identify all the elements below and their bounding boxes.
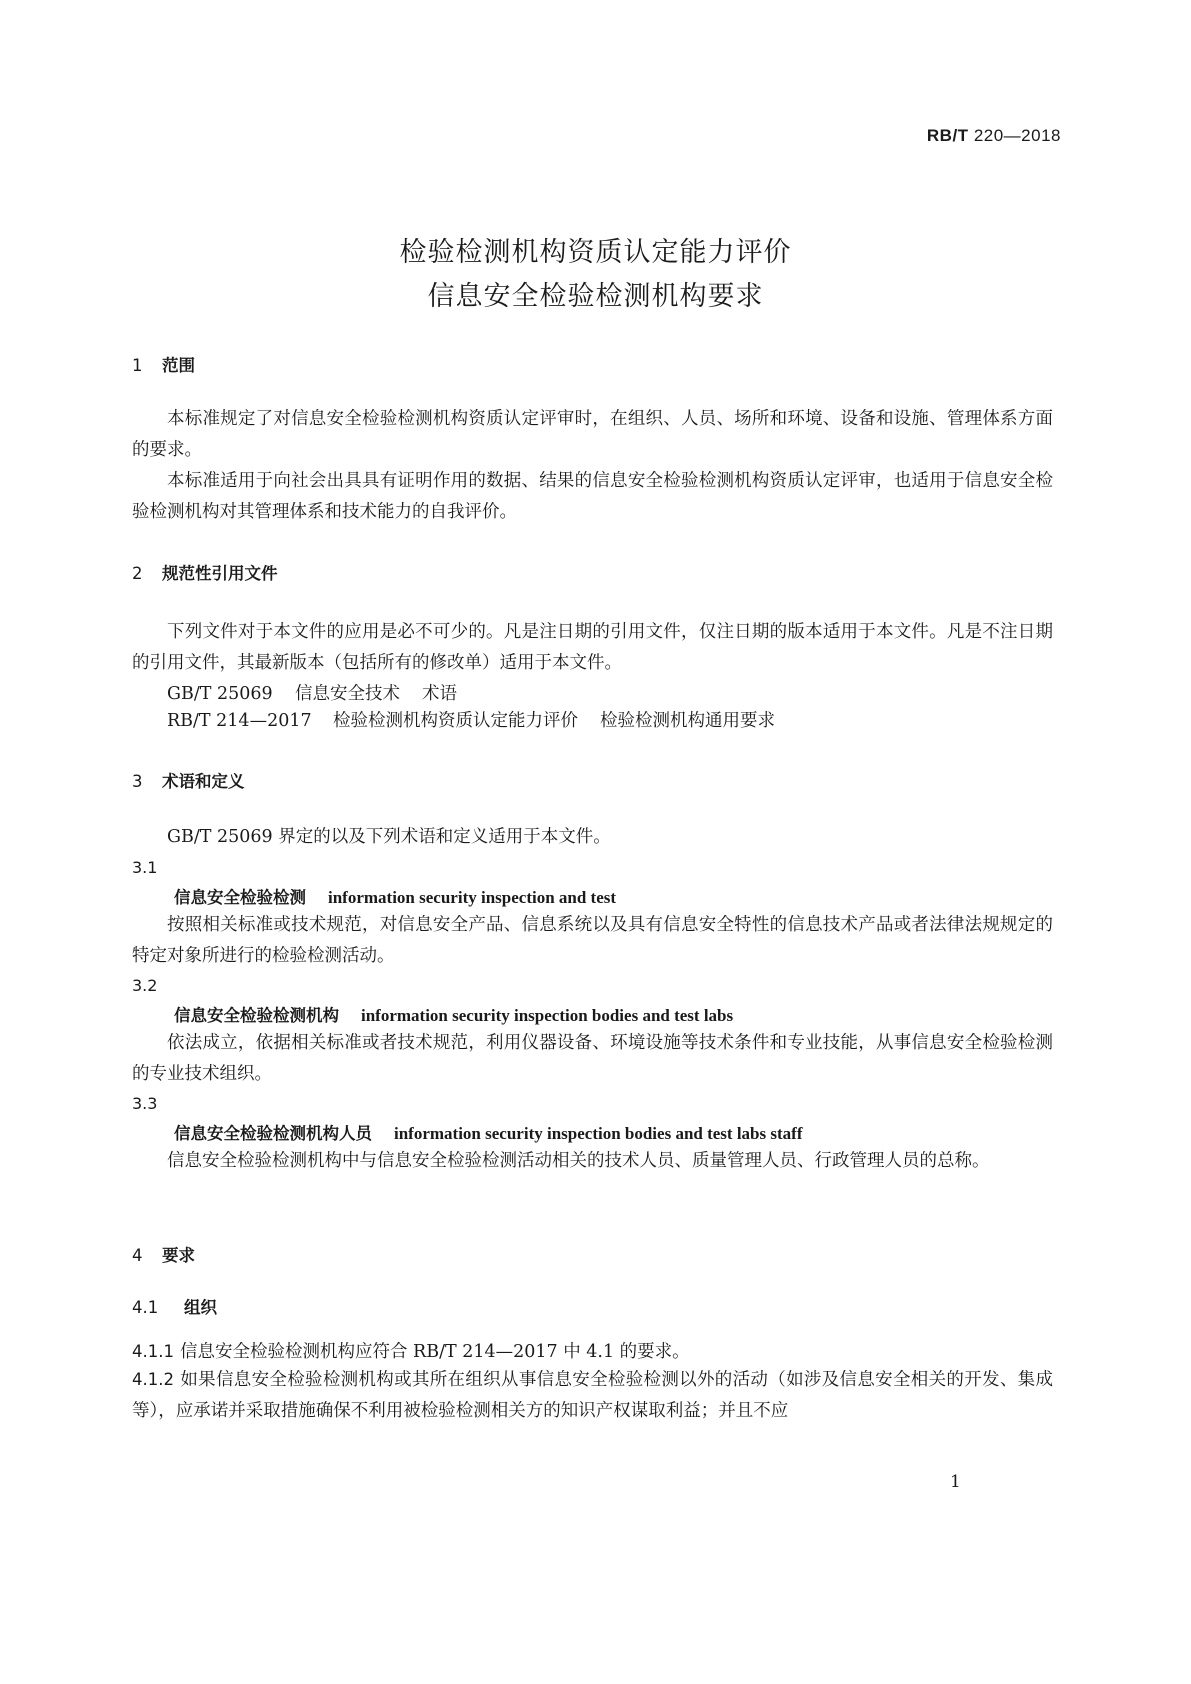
document-title-line1: 检验检测机构资质认定能力评价 [399, 237, 792, 268]
reference-code: RB/T 214—2017 [167, 711, 312, 731]
section-number: 3 [132, 772, 143, 791]
reference-title: 检验检测机构资质认定能力评价 [333, 711, 578, 731]
reference-title: 术语 [422, 684, 457, 704]
term-definition: 信息安全检验检测机构中与信息安全检验检测活动相关的技术人员、质量管理人员、行政管理人员的总称。 [167, 1151, 990, 1171]
term-english: information security inspection bodies and test labs [361, 1006, 734, 1025]
reference-title: 信息安全技术 [295, 684, 400, 704]
term-chinese: 信息安全检验检测机构 [174, 1006, 339, 1025]
section-title: 规范性引用文件 [162, 564, 278, 583]
term-heading [132, 1000, 1053, 1031]
section-title: 范围 [162, 356, 195, 375]
section-title: 要求 [162, 1246, 195, 1265]
section-number: 4 [132, 1246, 143, 1265]
term-english: information security inspection bodies and test labs staff [394, 1124, 803, 1143]
standard-code-prefix: RB/T [926, 126, 969, 145]
section-1-heading [132, 350, 1053, 381]
clause-number: 4.1.1 [132, 1342, 174, 1361]
standard-code-number: 220—2018 [973, 126, 1061, 145]
clause-number: 4.1.2 [132, 1370, 174, 1389]
clause-4-1-2 [132, 1364, 1053, 1427]
section-number: 2 [132, 564, 143, 583]
page-number: 1 [950, 1472, 961, 1492]
section-1-paragraph-2: 本标准适用于向社会出具具有证明作用的数据、结果的信息安全检验检测机构资质认定评审，也适用于信息安全检验检测机构对其管理体系和技术能力的自我评价。 [132, 471, 1053, 522]
subsection-4-1-heading [132, 1292, 1053, 1323]
section-3-heading [132, 766, 1053, 797]
reference-code: GB/T 25069 [167, 684, 273, 704]
subsection-title: 组织 [184, 1298, 217, 1317]
term-chinese: 信息安全检验检测机构人员 [174, 1124, 372, 1143]
term-english: information security inspection and test [328, 888, 617, 907]
normative-reference-2 [132, 706, 1053, 737]
subsection-number: 4.1 [132, 1298, 159, 1317]
section-2-heading [132, 558, 1053, 589]
term-definition: 按照相关标准或技术规范，对信息安全产品、信息系统以及具有信息安全特性的信息技术产品或者法律法规规定的特定对象所进行的检验检测活动。 [132, 915, 1053, 966]
term-chinese: 信息安全检验检测 [174, 888, 306, 907]
standard-code [927, 126, 1061, 146]
term-number: 3.2 [132, 976, 158, 995]
section-1-paragraph-1: 本标准规定了对信息安全检验检测机构资质认定评审时，在组织、人员、场所和环境、设备和设施、管理体系方面的要求。 [132, 409, 1053, 460]
term-number: 3.1 [132, 858, 158, 877]
clause-text: 如果信息安全检验检测机构或其所在组织从事信息安全检验检测以外的活动（如涉及信息安全相关的开发、集成等），应承诺并采取措施确保不利用被检验检测相关方的知识产权谋取利益；并且不应 [132, 1370, 1053, 1421]
reference-title: 检验检测机构通用要求 [600, 711, 775, 731]
term-heading [132, 882, 1053, 913]
term-number: 3.3 [132, 1094, 158, 1113]
term-heading [132, 1118, 1053, 1149]
section-2-paragraph: 下列文件对于本文件的应用是必不可少的。凡是注日期的引用文件，仅注日期的版本适用于本文件。凡是不注日期的引用文件，其最新版本（包括所有的修改单）适用于本文件。 [132, 622, 1053, 673]
clause-text: 信息安全检验检测机构应符合 RB/T 214—2017 中 4.1 的要求。 [180, 1342, 690, 1362]
section-title: 术语和定义 [162, 772, 245, 791]
section-3-intro: GB/T 25069 界定的以及下列术语和定义适用于本文件。 [167, 827, 611, 847]
section-number: 1 [132, 356, 143, 375]
document-title-line2: 信息安全检验检测机构要求 [427, 281, 764, 312]
term-definition: 依法成立，依据相关标准或者技术规范，利用仪器设备、环境设施等技术条件和专业技能，从事信息安全检验检测的专业技术组织。 [132, 1033, 1053, 1084]
section-4-heading [132, 1240, 1053, 1271]
